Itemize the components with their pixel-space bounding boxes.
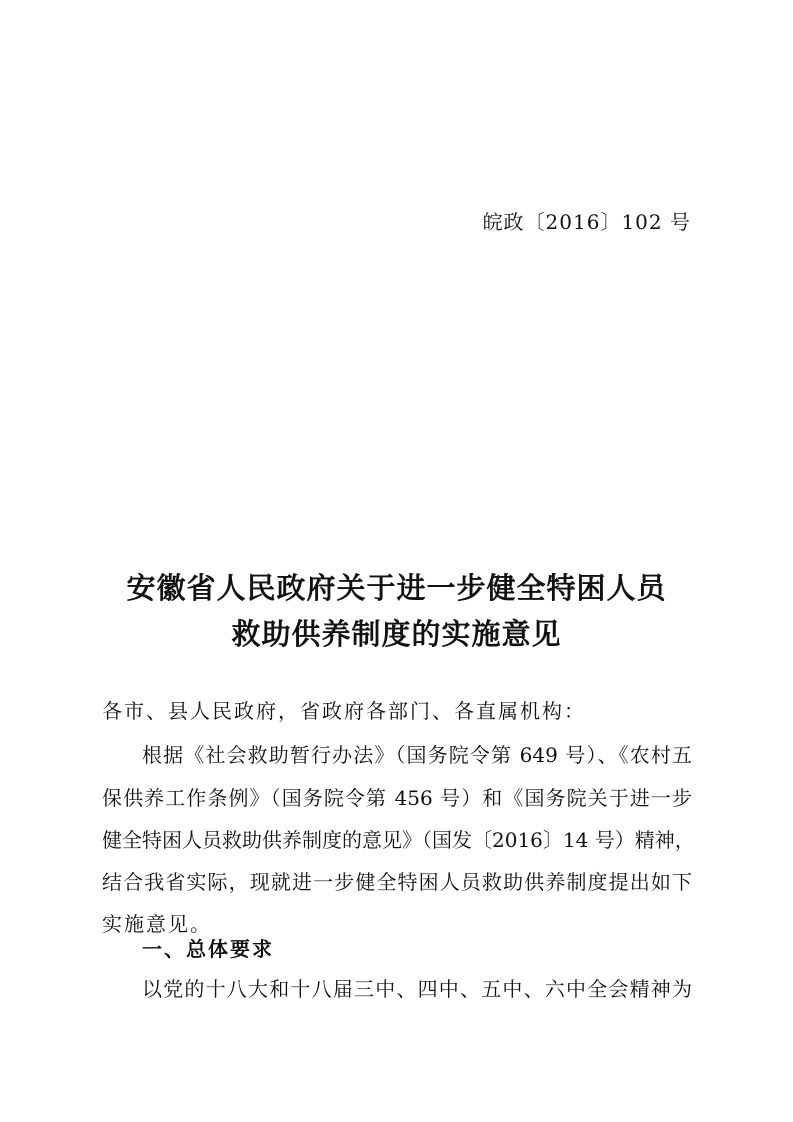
section-1-heading: 一、总体要求: [142, 937, 274, 961]
paragraph-1-line-1: 根据《社会救助暂行办法》（国务院令第 649 号）、《农村五: [142, 743, 692, 767]
paragraph-1-line-5: 实施意见。: [102, 912, 212, 936]
document-title-line-2: 救助供养制度的实施意见: [231, 617, 562, 651]
paragraph-1-line-2: 保供养工作条例》（国务院令第 456 号）和《国务院关于进一步: [102, 786, 692, 810]
paragraph-1-line-3: 健全特困人员救助供养制度的意见》（国发〔2016〕14 号）精神，: [102, 828, 695, 852]
document-number: 皖政〔2016〕102 号: [482, 210, 691, 234]
addressee-line: 各市、县人民政府，省政府各部门、各直属机构：: [102, 699, 586, 723]
paragraph-2-line-1: 以党的十八大和十八届三中、四中、五中、六中全会精神为: [142, 977, 692, 1001]
paragraph-1-line-4: 结合我省实际，现就进一步健全特困人员救助供养制度提出如下: [102, 870, 692, 894]
document-title-line-1: 安徽省人民政府关于进一步健全特困人员: [126, 571, 667, 605]
